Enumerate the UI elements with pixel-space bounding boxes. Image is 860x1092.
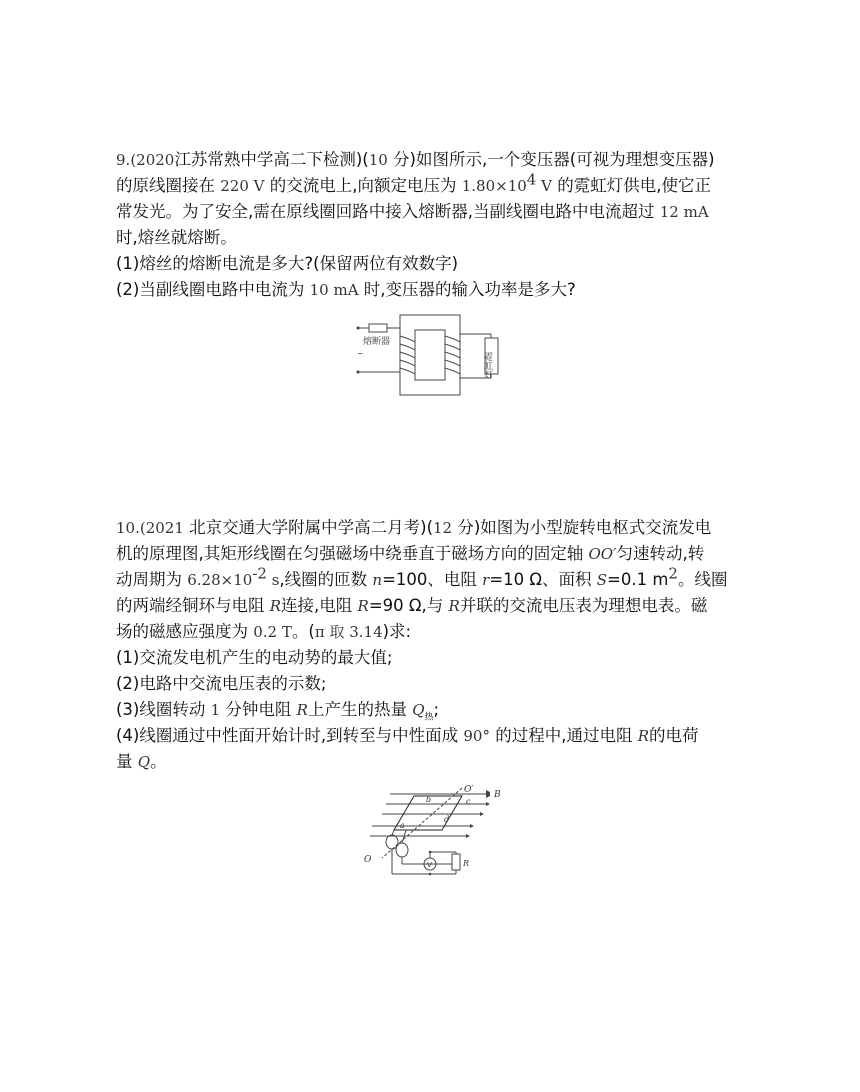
magnetic-field-label: B	[494, 790, 501, 800]
q9-sub-2: (2)当副线圈电路中电流为 10 mA 时,变压器的输入功率是多大?	[116, 280, 576, 299]
generator-svg	[362, 782, 510, 882]
transformer-svg	[355, 312, 505, 400]
q10-sub-3: (3)线圈转动 1 分钟电阻 R上产生的热量 $Q_热$;	[116, 700, 440, 723]
fuse-label: 熔断器	[363, 337, 391, 347]
q9-line-4: 时,熔丝就熔断。	[116, 228, 237, 247]
neon-lamp-label: 霓虹灯	[482, 352, 492, 379]
question-9	[116, 147, 756, 303]
coil-corner-a: a	[400, 821, 405, 830]
q10-sub-1: (1)交流发电机产生的电动势的最大值;	[116, 648, 393, 667]
coil-corner-d: d	[444, 815, 450, 824]
q9-line-2: 的原线圈接在 220 V 的交流电上,向额定电压为 $1.80\times 10^4$ V 的霓虹灯供电,使它正	[116, 170, 711, 195]
voltmeter-label: V	[427, 861, 432, 869]
q10-sub-4: (4)线圈通过中性面开始计时,到转至与中性面成 90° 的过程中,通过电阻 R的电荷	[116, 726, 699, 745]
q10-line-2: 机的原理图,其矩形线圈在匀强磁场中绕垂直于磁场方向的固定轴 OO′匀速转动,转	[116, 544, 705, 563]
axis-top-label: O′	[464, 785, 474, 795]
q10-line-3: 动周期为 $6.28\times 10^{-2}$ s,线圈的匝数 n=100、电阻 r=10 Ω、面积 S=0.1 $m^2$。线圈	[116, 564, 728, 589]
q10-sub-2: (2)电路中交流电压表的示数;	[116, 674, 327, 693]
ac-source-symbol: ~	[357, 349, 364, 358]
coil-corner-b: b	[426, 795, 432, 804]
q9-line-1: 9.(2020江苏常熟中学高二下检测)(10 分)如图所示,一个变压器(可视为理想变压器)	[116, 150, 715, 169]
q10-line-4: 的两端经铜环与电阻 R连接,电阻 R=90 Ω,与 R并联的交流电压表为理想电表。磁	[116, 596, 708, 615]
q10-line-1: 10.(2021 北京交通大学附属中学高二月考)(12 分)如图为小型旋转电枢式交流发电	[116, 518, 712, 537]
coil-corner-c: c	[466, 797, 471, 806]
question-10	[116, 515, 756, 775]
q10-line-last: 量 Q。	[116, 752, 167, 771]
generator-diagram	[362, 782, 510, 882]
q9-line-3: 常发光。为了安全,需在原线圈回路中接入熔断器,当副线圈电路中电流超过 12 mA	[116, 202, 709, 221]
resistor-label: R	[463, 859, 470, 868]
transformer-diagram	[355, 312, 505, 400]
q9-sub-1: (1)熔丝的熔断电流是多大?(保留两位有效数字)	[116, 254, 459, 273]
axis-bottom-label: O	[364, 855, 372, 865]
q10-line-5: 场的磁感应强度为 0.2 T。(π 取 3.14)求:	[116, 622, 412, 641]
